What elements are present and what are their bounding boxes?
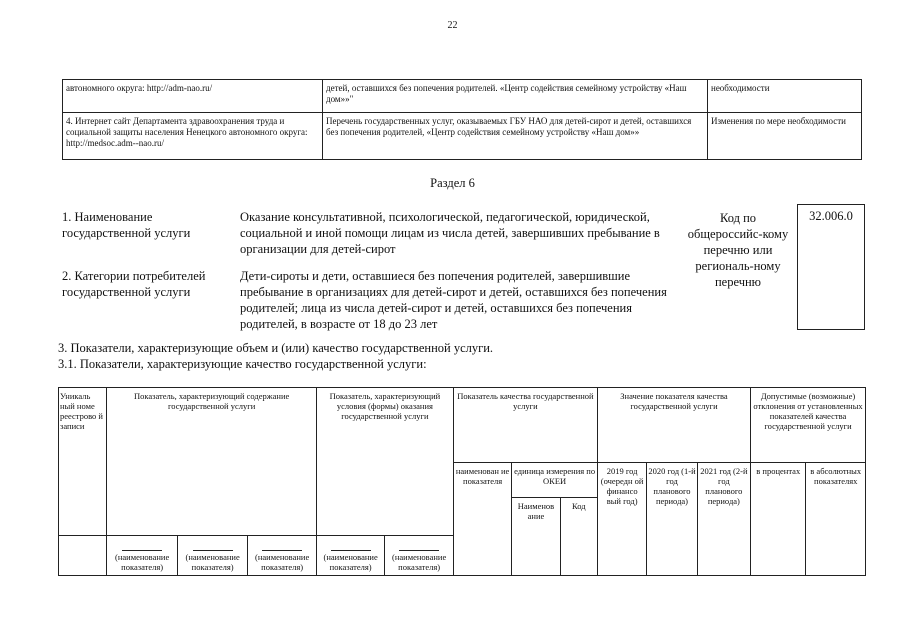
- indicator-caption: (наименование показателя): [323, 552, 378, 572]
- consumers-label: 2. Категории потребителей государственной услуги: [62, 269, 206, 299]
- deviation-absolute-header: в абсолютных показателях: [806, 463, 866, 576]
- indicators-heading: 3. Показатели, характеризующие объем и (или) качество государственной услуги.: [58, 341, 494, 355]
- content-indicator-header: Показатель, характеризующий содержание государственной услуги: [107, 388, 317, 498]
- quality-indicators-table: [58, 387, 866, 576]
- code-label: Код по общероссийс-кому перечню или региональ-ному перечню: [687, 211, 789, 289]
- unit-name-header: Наименов ание: [512, 498, 560, 576]
- unit-code-header: Код: [560, 498, 597, 576]
- indicator-caption: (наименование показателя): [392, 552, 447, 572]
- table-row: [63, 80, 862, 113]
- indicator-caption: (наименование показателя): [115, 552, 170, 572]
- code-value-box: 32.006.0: [797, 204, 865, 330]
- deviation-header: Допустимые (возможные) отклонения от установленных показателей качества государственной услуги: [751, 388, 866, 463]
- content-spacer: [107, 498, 317, 536]
- info-frequency-cell: необходимости: [708, 80, 862, 113]
- year-2019-header: 2019 год (очередн ой финансо вый год): [597, 463, 646, 576]
- blank-line: [262, 550, 302, 551]
- info-source-cell: 4. Интернет сайт Департамента здравоохранения труда и социальной защиты населения Ненецкого автономного округа: http://medsoc.adm--nao.ru/: [63, 113, 323, 160]
- registry-spacer: [59, 536, 107, 576]
- blank-line: [399, 550, 439, 551]
- blank-line: [193, 550, 233, 551]
- registry-number-header: Уникаль ный номе реестрово й записи: [59, 388, 107, 536]
- table-row: [63, 113, 862, 160]
- info-frequency-cell: Изменения по мере необходимости: [708, 113, 862, 160]
- conditions-spacer: [316, 498, 453, 536]
- content-indicator-2: [177, 536, 248, 576]
- info-source-cell: автономного округа: http://adm-nao.ru/: [63, 80, 323, 113]
- blank-line: [122, 550, 162, 551]
- condition-indicator-2: [385, 536, 454, 576]
- year-2020-header: 2020 год (1-й год планового периода): [647, 463, 697, 576]
- indicator-name-header: наименован ие показателя: [453, 463, 511, 576]
- info-content-cell: Перечень государственных услуг, оказываемых ГБУ НАО для детей-сирот и детей, оставшихся без попечения родителей, «Центр содействия семейному устройству «Наш дом»»: [323, 113, 708, 160]
- content-indicator-3: [248, 536, 317, 576]
- indicator-caption: (наименование показателя): [255, 552, 310, 572]
- information-table: [62, 79, 862, 160]
- quality-value-header: Значение показателя качества государственной услуги: [597, 388, 750, 463]
- condition-indicator-1: [316, 536, 385, 576]
- service-name-value: Оказание консультативной, психологической, педагогической, юридической, социальной и иной помощи лицам из числа детей, завершивших пребывание в организации для детей-сирот: [240, 210, 660, 256]
- indicator-caption: (наименование показателя): [185, 552, 240, 572]
- section-title: Раздел 6: [430, 176, 475, 190]
- content-indicator-1: [107, 536, 178, 576]
- page-number: 22: [447, 20, 458, 31]
- deviation-percent-header: в процентах: [751, 463, 806, 576]
- blank-line: [331, 550, 371, 551]
- year-2021-header: 2021 год (2-й год планового периода): [697, 463, 750, 576]
- consumers-value: Дети-сироты и дети, оставшиеся без попечения родителей, завершившие пребывание в организациях для детей-сирот и детей, оставшихся без попечения родителей; лица из числа детей-сирот и детей, оставшихся без попечения родителей, в возрасте от 18 до 23 лет: [240, 269, 667, 331]
- service-name-label: 1. Наименование государственной услуги: [62, 210, 191, 240]
- conditions-indicator-header: Показатель, характеризующий условия (формы) оказания государственной услуги: [316, 388, 453, 498]
- quality-heading: 3.1. Показатели, характеризующие качество государственной услуги:: [58, 357, 427, 371]
- unit-header: единица измерения по ОКЕИ: [512, 463, 598, 498]
- quality-indicator-header: Показатель качества государственной услуги: [453, 388, 597, 463]
- info-content-cell: детей, оставшихся без попечения родителей. «Центр содействия семейному устройству «Наш дом»»": [323, 80, 708, 113]
